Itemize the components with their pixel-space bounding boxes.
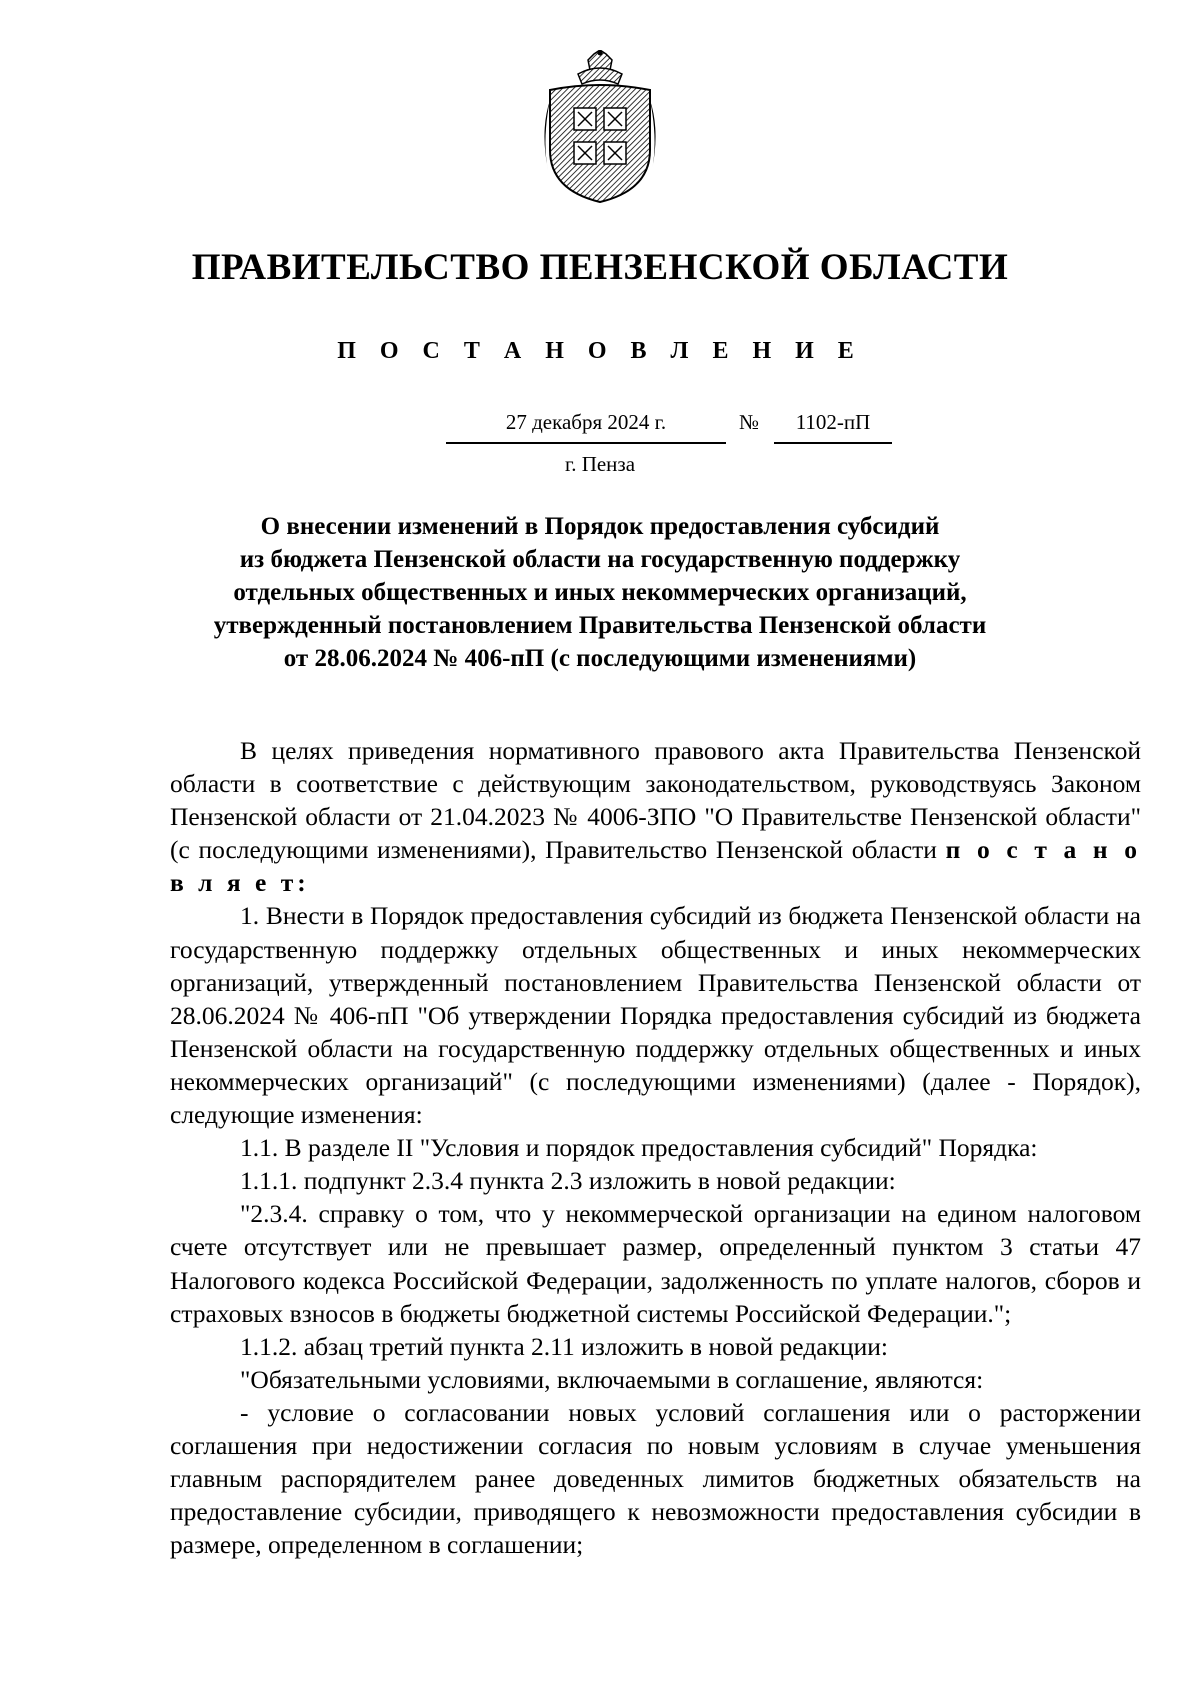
coat-of-arms-emblem [538, 50, 662, 206]
body-paragraph: 1.1. В разделе II "Условия и порядок предоставления субсидий" Порядка: [240, 1133, 1038, 1163]
body-paragraph: "2.3.4. справку о том, что у некоммерческой организации на едином налоговом счете отсутствует или не превышает размер, определенный пунктом 3 статьи 47 Налогового кодекса Российской Федерации, задолженность по уплате налогов, сборов и страховых взносов в бюджеты бюджетной системы Российской Федерации."; [170, 1199, 1141, 1328]
document-title-line: от 28.06.2024 № 406-пП (с последующими изменениями) [283, 645, 917, 672]
body-paragraph: "Обязательными условиями, включаемыми в соглашение, являются: [240, 1364, 984, 1394]
document-title-line: из бюджета Пензенской области на государственную поддержку [239, 546, 961, 573]
body-paragraph: 1. Внести в Порядок предоставления субсидий из бюджета Пензенской области на государственную поддержку отдельных общественных и иных некоммерческих организаций, утвержденный постановлением Правительства Пензенской области от 28.06.2024 № 406-пП "Об утверждении Порядка предоставления субсидий из бюджета Пензенской области на государственную поддержку отдельных общественных и иных некоммерческих организаций" (с последующими изменениями) (далее - Порядок), следующие изменения: [170, 901, 1141, 1130]
document-title-line: отдельных общественных и иных некоммерческих организаций, [233, 579, 967, 606]
document-city: г. Пенза [564, 452, 636, 476]
document-number: 1102-пП [774, 410, 892, 444]
preamble-text: В целях приведения нормативного правового акта Правительства Пензенской области в соответствие с действующим законодательством, руководствуясь Законом Пензенской области от 21.04.2023 № 4006-ЗПО "О Правительстве Пензенской области" (с последующими изменениями), Правительство Пензенской области [170, 736, 1141, 865]
preamble-paragraph [170, 734, 1141, 899]
document-type-heading: П О С Т А Н О В Л Е Н И Е [337, 338, 863, 364]
number-sign: № [739, 410, 760, 434]
decree-word: п о с т а н о в л я е т: [170, 835, 1142, 898]
body-paragraph: 1.1.1. подпункт 2.3.4 пункта 2.3 изложить в новой редакции: [240, 1166, 896, 1196]
body-paragraph: - условие о согласовании новых условий соглашения или о расторжении соглашения при недостижении согласия по новым условиям в случае уменьшения главным распорядителем ранее доведенных лимитов бюджетных обязательств на предоставление субсидии, приводящего к невозможности предоставления субсидии в размере, определенном в соглашении; [170, 1397, 1141, 1560]
body-paragraph: 1.1.2. абзац третий пункта 2.11 изложить в новой редакции: [240, 1331, 888, 1361]
document-title-line: О внесении изменений в Порядок предоставления субсидий [260, 513, 940, 540]
document-date: 27 декабря 2024 г. [446, 410, 726, 444]
document-body [170, 734, 1141, 1561]
government-name-heading: ПРАВИТЕЛЬСТВО ПЕНЗЕНСКОЙ ОБЛАСТИ [191, 247, 1009, 288]
document-title-line: утвержденный постановлением Правительства Пензенской области [213, 612, 987, 639]
document-title [150, 510, 1050, 675]
